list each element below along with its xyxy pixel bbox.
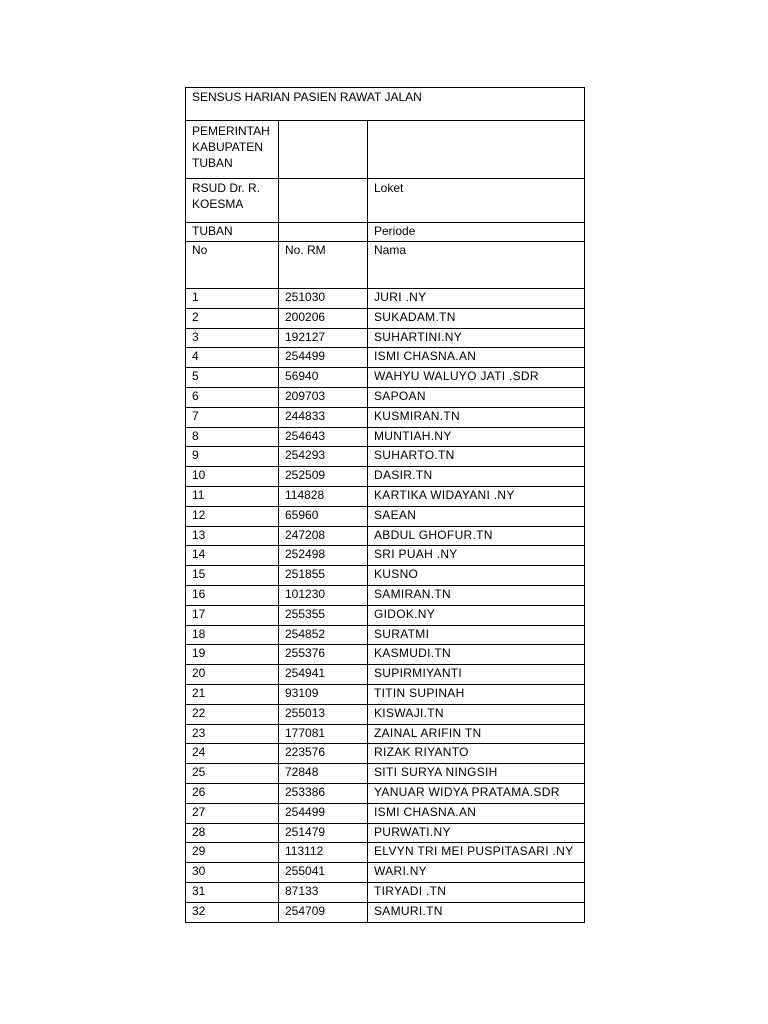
medical-record-number: 65960 [279, 506, 368, 526]
medical-record-number: 255041 [279, 863, 368, 883]
row-number: 29 [186, 843, 279, 863]
patient-name: SAEAN [368, 506, 585, 526]
row-number: 16 [186, 585, 279, 605]
table-row [186, 665, 585, 685]
row-number: 13 [186, 526, 279, 546]
organization-row [186, 121, 585, 179]
city-name: TUBAN [186, 223, 279, 242]
row-number: 4 [186, 348, 279, 368]
table-row [186, 704, 585, 724]
patient-name: KUSNO [368, 566, 585, 586]
row-number: 14 [186, 546, 279, 566]
patient-name: KISWAJI.TN [368, 704, 585, 724]
medical-record-number: 209703 [279, 387, 368, 407]
row-number: 17 [186, 605, 279, 625]
table-row [186, 764, 585, 784]
medical-record-number: 251030 [279, 289, 368, 309]
table-row [186, 289, 585, 309]
table-row [186, 625, 585, 645]
row-number: 26 [186, 783, 279, 803]
table-row [186, 585, 585, 605]
patient-name: ISMI CHASNA.AN [368, 348, 585, 368]
patient-name: SRI PUAH .NY [368, 546, 585, 566]
row-number: 3 [186, 328, 279, 348]
row-number: 6 [186, 387, 279, 407]
patient-name: JURI .NY [368, 289, 585, 309]
patient-name: ZAINAL ARIFIN TN [368, 724, 585, 744]
row-number: 8 [186, 427, 279, 447]
patient-name: ISMI CHASNA.AN [368, 803, 585, 823]
table-row [186, 684, 585, 704]
row-number: 32 [186, 902, 279, 922]
table-row [186, 526, 585, 546]
medical-record-number: 254293 [279, 447, 368, 467]
table-row [186, 882, 585, 902]
table-row [186, 724, 585, 744]
census-table [185, 87, 585, 923]
medical-record-number: 200206 [279, 308, 368, 328]
hospital-row [186, 179, 585, 223]
table-row [186, 348, 585, 368]
hospital-blank-cell [279, 179, 368, 223]
table-row [186, 328, 585, 348]
medical-record-number: 93109 [279, 684, 368, 704]
medical-record-number: 254643 [279, 427, 368, 447]
patient-name: RIZAK RIYANTO [368, 744, 585, 764]
row-number: 22 [186, 704, 279, 724]
patient-name: KUSMIRAN.TN [368, 407, 585, 427]
table-row [186, 467, 585, 487]
patient-name: ELVYN TRI MEI PUSPITASARI .NY [368, 843, 585, 863]
medical-record-number: 254499 [279, 803, 368, 823]
medical-record-number: 87133 [279, 882, 368, 902]
table-row [186, 744, 585, 764]
column-header-rm: No. RM [279, 242, 368, 289]
table-row [186, 407, 585, 427]
hospital-name: RSUD Dr. R. KOESMA [186, 179, 279, 223]
row-number: 7 [186, 407, 279, 427]
medical-record-number: 244833 [279, 407, 368, 427]
row-number: 11 [186, 486, 279, 506]
city-blank-cell [279, 223, 368, 242]
loket-label: Loket [368, 179, 585, 223]
row-number: 30 [186, 863, 279, 883]
city-row [186, 223, 585, 242]
patient-name: SUKADAM.TN [368, 308, 585, 328]
row-number: 15 [186, 566, 279, 586]
row-number: 20 [186, 665, 279, 685]
row-number: 28 [186, 823, 279, 843]
row-number: 12 [186, 506, 279, 526]
table-row [186, 843, 585, 863]
table-row [186, 308, 585, 328]
column-header-no: No [186, 242, 279, 289]
medical-record-number: 72848 [279, 764, 368, 784]
table-row [186, 645, 585, 665]
patient-name: KASMUDI.TN [368, 645, 585, 665]
medical-record-number: 254709 [279, 902, 368, 922]
table-row [186, 605, 585, 625]
row-number: 2 [186, 308, 279, 328]
row-number: 5 [186, 368, 279, 388]
medical-record-number: 255376 [279, 645, 368, 665]
row-number: 19 [186, 645, 279, 665]
medical-record-number: 177081 [279, 724, 368, 744]
row-number: 18 [186, 625, 279, 645]
title-row [186, 88, 585, 121]
medical-record-number: 56940 [279, 368, 368, 388]
patient-name: WARI.NY [368, 863, 585, 883]
medical-record-number: 255355 [279, 605, 368, 625]
medical-record-number: 254852 [279, 625, 368, 645]
table-row [186, 368, 585, 388]
patient-name: SAPOAN [368, 387, 585, 407]
table-row [186, 506, 585, 526]
medical-record-number: 247208 [279, 526, 368, 546]
table-row [186, 427, 585, 447]
table-row [186, 823, 585, 843]
medical-record-number: 254499 [279, 348, 368, 368]
table-row [186, 546, 585, 566]
medical-record-number: 101230 [279, 585, 368, 605]
patient-name: SAMIRAN.TN [368, 585, 585, 605]
table-row [186, 902, 585, 922]
row-number: 31 [186, 882, 279, 902]
table-row [186, 566, 585, 586]
medical-record-number: 192127 [279, 328, 368, 348]
medical-record-number: 113112 [279, 843, 368, 863]
periode-label: Periode [368, 223, 585, 242]
patient-name: TIRYADI .TN [368, 882, 585, 902]
patient-name: SITI SURYA NINGSIH [368, 764, 585, 784]
patient-name: TITIN SUPINAH [368, 684, 585, 704]
row-number: 9 [186, 447, 279, 467]
patient-name: SURATMI [368, 625, 585, 645]
row-number: 24 [186, 744, 279, 764]
organization-blank-cell-2 [368, 121, 585, 179]
patient-name: SUHARTINI.NY [368, 328, 585, 348]
organization-name: PEMERINTAH KABUPATEN TUBAN [186, 121, 279, 179]
patient-name: SUPIRMIYANTI [368, 665, 585, 685]
medical-record-number: 252498 [279, 546, 368, 566]
patient-name: YANUAR WIDYA PRATAMA.SDR [368, 783, 585, 803]
patient-name: MUNTIAH.NY [368, 427, 585, 447]
patient-name: GIDOK.NY [368, 605, 585, 625]
medical-record-number: 252509 [279, 467, 368, 487]
medical-record-number: 251855 [279, 566, 368, 586]
row-number: 23 [186, 724, 279, 744]
patient-name: SUHARTO.TN [368, 447, 585, 467]
patient-rows [186, 289, 585, 923]
medical-record-number: 255013 [279, 704, 368, 724]
column-header-nama: Nama [368, 242, 585, 289]
medical-record-number: 114828 [279, 486, 368, 506]
row-number: 10 [186, 467, 279, 487]
document-title: SENSUS HARIAN PASIEN RAWAT JALAN [186, 88, 585, 121]
table-row [186, 387, 585, 407]
patient-name: WAHYU WALUYO JATI .SDR [368, 368, 585, 388]
table-row [186, 803, 585, 823]
table-row [186, 447, 585, 467]
medical-record-number: 253386 [279, 783, 368, 803]
table-row [186, 863, 585, 883]
row-number: 27 [186, 803, 279, 823]
table-row [186, 783, 585, 803]
column-header-row [186, 242, 585, 289]
patient-name: KARTIKA WIDAYANI .NY [368, 486, 585, 506]
patient-name: SAMURI.TN [368, 902, 585, 922]
row-number: 25 [186, 764, 279, 784]
organization-blank-cell [279, 121, 368, 179]
patient-name: ABDUL GHOFUR.TN [368, 526, 585, 546]
patient-name: PURWATI.NY [368, 823, 585, 843]
medical-record-number: 254941 [279, 665, 368, 685]
row-number: 21 [186, 684, 279, 704]
patient-name: DASIR.TN [368, 467, 585, 487]
table-row [186, 486, 585, 506]
medical-record-number: 251479 [279, 823, 368, 843]
row-number: 1 [186, 289, 279, 309]
medical-record-number: 223576 [279, 744, 368, 764]
